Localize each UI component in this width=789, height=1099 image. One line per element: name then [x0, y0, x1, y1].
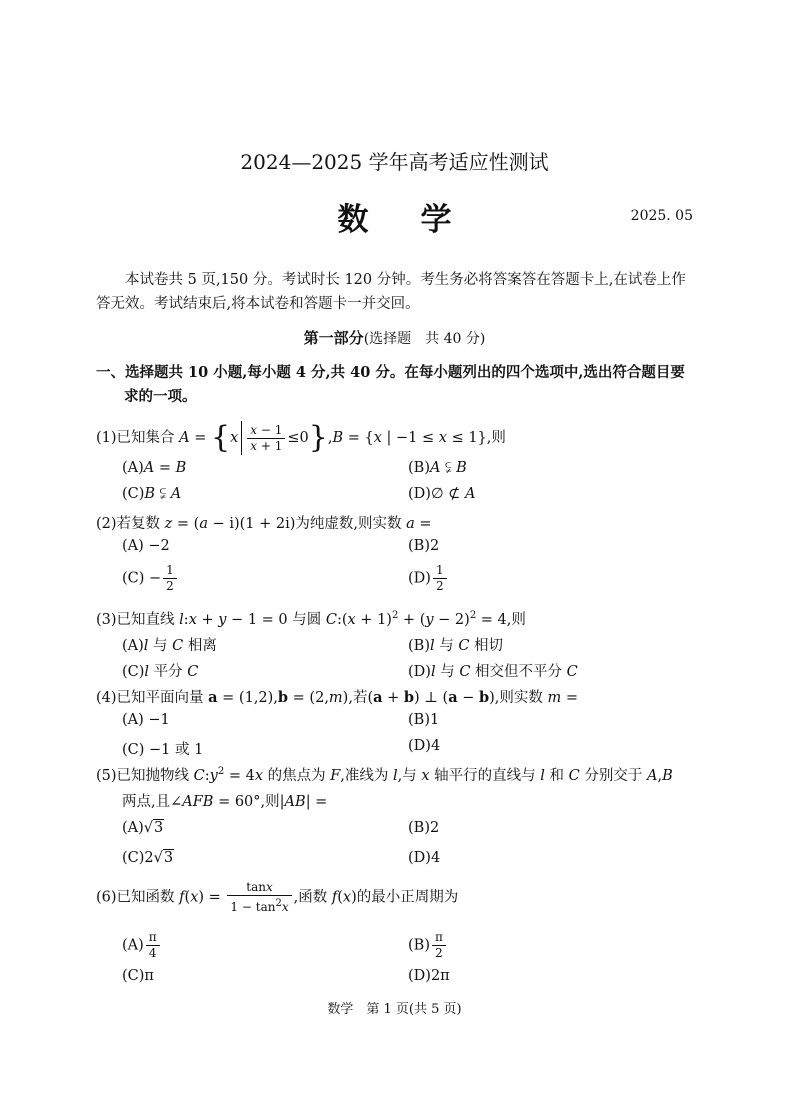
part-detail: (选择题 共 40 分) — [363, 331, 486, 347]
question-number: (2) — [96, 516, 117, 532]
question-5-option-c: (C)2√3 — [122, 850, 174, 866]
question-4-option-a: (A) −1 — [122, 712, 170, 728]
question-2-option-c: (C) − $\frac{1}{2}$ — [122, 563, 179, 594]
question-2-option-a: (A) −2 — [122, 538, 170, 554]
question-number: (5) — [96, 768, 117, 784]
question-2-stem: (2)若复数 z = (a − i)(1 + 2i)为纯虚数,则实数 a = — [96, 516, 432, 532]
question-5-stem-line2: 两点,且∠AFB = 60°,则|AB| = — [122, 794, 328, 810]
part-heading — [0, 327, 789, 348]
question-1-option-a: (A)A = B — [122, 460, 187, 476]
question-4-stem: (4)已知平面向量 a = (1,2),b = (2,m),若(a + b) ⊥ (a − b),则实数 m = — [96, 689, 579, 706]
question-number: (6) — [96, 889, 117, 906]
question-1-stem — [96, 421, 506, 455]
question-number: (1) — [96, 430, 117, 446]
question-4-option-c: (C) −1 或 1 — [122, 742, 204, 758]
question-5-stem-line1: (5)已知抛物线 $C:y^2 = 4x$ 的焦点为 F,准线为 l,与 x 轴平行的直线与 l 和 C 分别交于 A,B — [96, 766, 673, 784]
question-4-option-d: (D)4 — [408, 738, 441, 754]
question-3-option-d: (D)l 与 C 相交但不平分 C — [408, 664, 578, 680]
question-3-option-b: (B)l 与 C 相切 — [408, 638, 504, 654]
question-1-option-c: (C)B ⫋ A — [122, 486, 182, 502]
exam-instructions: 本试卷共 5 页,150 分。考试时长 120 分钟。考生务必将答案答在答题卡上,在试卷上作答无效。考试结束后,将本试卷和答题卡一并交回。 — [96, 272, 686, 312]
question-5-option-a: (A)√3 — [122, 820, 164, 836]
section-instructions-line1: 一、选择题共 10 小题,每小题 4 分,共 40 分。在每小题列出的四个选项中,选出符合题目要 — [96, 364, 685, 381]
question-6-stem: (6)已知函数 f(x) = $\frac{\tan x}{1 - \tan^2x}$ ,函数 f(x)的最小正周期为 — [96, 880, 459, 914]
question-5-option-b: (B)2 — [408, 820, 440, 836]
question-number: (3) — [96, 612, 117, 628]
question-text: 已知集合 — [116, 430, 175, 446]
question-2-option-b: (B)2 — [408, 538, 440, 554]
question-6-option-a: (A) $\frac{\pi}{4}$ — [122, 930, 162, 961]
subject-title: 数学 — [337, 202, 504, 238]
question-6-option-c: (C)π — [122, 968, 154, 984]
question-3-option-a: (A)l 与 C 相离 — [122, 638, 217, 654]
question-4-option-b: (B)1 — [408, 712, 440, 728]
question-3-stem: (3)已知直线 l:x + y − 1 = 0 与圆 C:(x + $1)^2 + (y - 2)^2 = 4$,则 — [96, 610, 526, 628]
question-number: (4) — [96, 690, 117, 706]
set-b-math: ,B = {x | −1 ≤ x ≤ 1},则 — [327, 430, 506, 446]
section-instructions — [96, 361, 696, 409]
exam-date: 2025. 05 — [630, 208, 693, 224]
question-6-option-b: (B) $\frac{\pi}{2}$ — [408, 930, 448, 961]
section-instructions-line2: 求的一项。 — [124, 388, 197, 405]
exam-title: 2024—2025 学年高考适应性测试 — [240, 150, 549, 174]
part-name: 第一部分 — [303, 329, 364, 347]
question-1-option-d: (D)∅ ⊄ A — [408, 486, 476, 502]
question-5-option-d: (D)4 — [408, 850, 441, 866]
page-footer: 数学 第 1 页(共 5 页) — [327, 1002, 462, 1017]
set-a-math: A = {x $\frac{x - 1}{x + 1}$ ≤0} — [179, 420, 328, 455]
question-2-option-d: (D) $\frac{1}{2}$ — [408, 563, 449, 594]
question-3-option-c: (C)l 平分 C — [122, 664, 199, 680]
question-6-option-d: (D)2π — [408, 968, 450, 984]
question-1-option-b: (B)A ⫋ B — [408, 460, 467, 476]
